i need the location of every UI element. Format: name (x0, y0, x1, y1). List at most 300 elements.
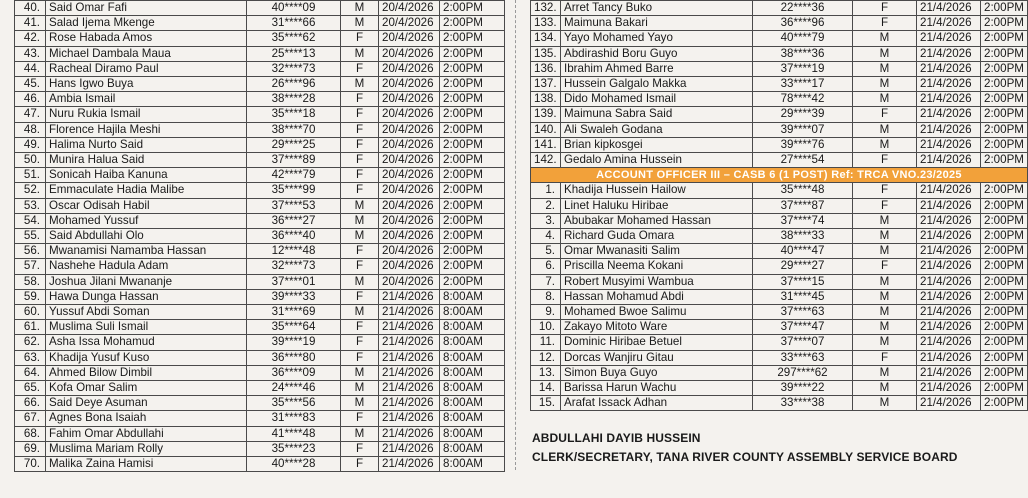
interview-time: 2:00PM (981, 335, 1028, 350)
table-row (15, 198, 505, 213)
interview-time: 2:00PM (981, 137, 1028, 152)
gender: M (853, 396, 917, 411)
id-number: 37****87 (753, 198, 853, 213)
interview-date: 20/4/2026 (379, 183, 440, 198)
id-number: 35****23 (247, 441, 341, 456)
id-number: 35****56 (247, 396, 341, 411)
candidate-name: Rose Habada Amos (46, 31, 247, 46)
interview-time: 2:00PM (440, 77, 505, 92)
candidate-name: Said Omar Fafi (46, 1, 247, 16)
interview-date: 21/4/2026 (917, 107, 981, 122)
table-row (531, 335, 1028, 350)
interview-time: 2:00PM (440, 122, 505, 137)
row-number: 50. (15, 153, 46, 168)
candidate-name: Nashehe Hadula Adam (46, 259, 247, 274)
row-number: 15. (531, 396, 561, 411)
interview-date: 21/4/2026 (379, 426, 440, 441)
table-row (15, 168, 505, 183)
interview-time: 2:00PM (981, 274, 1028, 289)
row-number: 13. (531, 365, 561, 380)
candidate-name: Richard Guda Omara (561, 229, 753, 244)
interview-time: 2:00PM (981, 46, 1028, 61)
candidate-name: Abdirashid Boru Guyo (561, 46, 753, 61)
table-row (531, 305, 1028, 320)
id-number: 37****53 (247, 198, 341, 213)
row-number: 54. (15, 213, 46, 228)
table-row (531, 289, 1028, 304)
row-number: 42. (15, 31, 46, 46)
interview-date: 21/4/2026 (917, 289, 981, 304)
row-number: 139. (531, 107, 561, 122)
table-row (15, 92, 505, 107)
interview-date: 21/4/2026 (917, 274, 981, 289)
gender: M (853, 335, 917, 350)
gender: F (853, 153, 917, 168)
table-row (15, 213, 505, 228)
id-number: 39****19 (247, 335, 341, 350)
left-table-body (15, 1, 505, 472)
left-candidates-table (14, 0, 505, 472)
interview-time: 8:00AM (440, 441, 505, 456)
row-number: 132. (531, 1, 561, 16)
table-row (15, 16, 505, 31)
candidate-name: Priscilla Neema Kokani (561, 259, 753, 274)
table-row (15, 259, 505, 274)
gender: F (341, 350, 379, 365)
section-title: ACCOUNT OFFICER III – CASB 6 (1 POST) Ref: TRCA VNO.23/2025 (531, 168, 1028, 183)
interview-date: 21/4/2026 (917, 244, 981, 259)
table-row (531, 31, 1028, 46)
table-row (15, 107, 505, 122)
interview-time: 2:00PM (981, 381, 1028, 396)
table-row (531, 122, 1028, 137)
interview-date: 20/4/2026 (379, 259, 440, 274)
interview-date: 20/4/2026 (379, 198, 440, 213)
gender: F (341, 107, 379, 122)
row-number: 142. (531, 153, 561, 168)
row-number: 8. (531, 289, 561, 304)
table-row (531, 320, 1028, 335)
gender: M (853, 320, 917, 335)
gender: F (341, 183, 379, 198)
interview-date: 20/4/2026 (379, 16, 440, 31)
table-row (531, 244, 1028, 259)
candidate-name: Kofa Omar Salim (46, 381, 247, 396)
gender: M (341, 365, 379, 380)
interview-date: 21/4/2026 (917, 229, 981, 244)
candidate-name: Oscar Odisah Habil (46, 198, 247, 213)
id-number: 31****83 (247, 411, 341, 426)
table-row (15, 153, 505, 168)
candidate-name: Fahim Omar Abdullahi (46, 426, 247, 441)
interview-time: 2:00PM (981, 320, 1028, 335)
id-number: 33****38 (753, 396, 853, 411)
interview-date: 20/4/2026 (379, 61, 440, 76)
gender: M (853, 31, 917, 46)
row-number: 14. (531, 381, 561, 396)
gender: M (341, 16, 379, 31)
gender: F (853, 259, 917, 274)
interview-time: 2:00PM (981, 153, 1028, 168)
table-row (15, 335, 505, 350)
id-number: 35****99 (247, 183, 341, 198)
id-number: 38****33 (753, 229, 853, 244)
id-number: 38****28 (247, 92, 341, 107)
interview-time: 2:00PM (440, 153, 505, 168)
table-row (531, 229, 1028, 244)
candidate-name: Arret Tancy Buko (561, 1, 753, 16)
interview-date: 21/4/2026 (917, 153, 981, 168)
table-row (15, 1, 505, 16)
candidate-name: Gedalo Amina Hussein (561, 153, 753, 168)
row-number: 12. (531, 350, 561, 365)
row-number: 2. (531, 198, 561, 213)
interview-time: 2:00PM (981, 350, 1028, 365)
row-number: 46. (15, 92, 46, 107)
id-number: 25****13 (247, 46, 341, 61)
row-number: 64. (15, 365, 46, 380)
row-number: 48. (15, 122, 46, 137)
id-number: 78****42 (753, 92, 853, 107)
interview-time: 8:00AM (440, 365, 505, 380)
candidate-name: Sonicah Haiba Kanuna (46, 168, 247, 183)
candidate-name: Agnes Bona Isaiah (46, 411, 247, 426)
table-row (15, 381, 505, 396)
candidate-name: Omar Mwanasiti Salim (561, 244, 753, 259)
interview-date: 21/4/2026 (917, 335, 981, 350)
row-number: 52. (15, 183, 46, 198)
gender: M (853, 61, 917, 76)
interview-time: 2:00PM (440, 137, 505, 152)
interview-time: 2:00PM (440, 92, 505, 107)
candidate-name: Maimuna Sabra Said (561, 107, 753, 122)
id-number: 35****62 (247, 31, 341, 46)
row-number: 10. (531, 320, 561, 335)
id-number: 35****18 (247, 107, 341, 122)
table-row (531, 92, 1028, 107)
interview-date: 21/4/2026 (917, 77, 981, 92)
interview-time: 2:00PM (981, 92, 1028, 107)
table-row (15, 77, 505, 92)
interview-date: 20/4/2026 (379, 77, 440, 92)
table-row (15, 122, 505, 137)
interview-time: 2:00PM (981, 61, 1028, 76)
interview-date: 20/4/2026 (379, 1, 440, 16)
candidate-name: Said Deye Asuman (46, 396, 247, 411)
gender: F (341, 92, 379, 107)
row-number: 53. (15, 198, 46, 213)
interview-date: 21/4/2026 (917, 183, 981, 198)
interview-time: 8:00AM (440, 335, 505, 350)
row-number: 68. (15, 426, 46, 441)
interview-date: 20/4/2026 (379, 122, 440, 137)
candidate-name: Malika Zaina Hamisi (46, 457, 247, 472)
id-number: 36****96 (753, 16, 853, 31)
candidate-name: Joshua Jilani Mwananje (46, 274, 247, 289)
candidate-name: Barissa Harun Wachu (561, 381, 753, 396)
candidate-name: Halima Nurto Said (46, 137, 247, 152)
interview-time: 2:00PM (440, 244, 505, 259)
interview-date: 21/4/2026 (917, 92, 981, 107)
interview-time: 8:00AM (440, 396, 505, 411)
interview-date: 21/4/2026 (917, 122, 981, 137)
gender: F (341, 168, 379, 183)
id-number: 36****27 (247, 213, 341, 228)
id-number: 37****19 (753, 61, 853, 76)
candidate-name: Ahmed Bilow Dimbil (46, 365, 247, 380)
interview-date: 21/4/2026 (379, 305, 440, 320)
row-number: 136. (531, 61, 561, 76)
id-number: 39****07 (753, 122, 853, 137)
row-number: 59. (15, 289, 46, 304)
candidate-name: Ibrahim Ahmed Barre (561, 61, 753, 76)
row-number: 60. (15, 305, 46, 320)
gender: M (341, 1, 379, 16)
table-row (15, 61, 505, 76)
row-number: 137. (531, 77, 561, 92)
candidate-name: Emmaculate Hadia Malibe (46, 183, 247, 198)
candidate-name: Maimuna Bakari (561, 16, 753, 31)
id-number: 29****25 (247, 137, 341, 152)
table-row (531, 153, 1028, 168)
table-row (531, 396, 1028, 411)
gender: M (341, 77, 379, 92)
id-number: 40****28 (247, 457, 341, 472)
id-number: 35****48 (753, 183, 853, 198)
interview-date: 21/4/2026 (917, 61, 981, 76)
candidate-name: Nuru Rukia Ismail (46, 107, 247, 122)
candidate-name: Mwanamisi Namamba Hassan (46, 244, 247, 259)
table-row (531, 183, 1028, 198)
row-number: 41. (15, 16, 46, 31)
interview-date: 21/4/2026 (379, 441, 440, 456)
row-number: 65. (15, 381, 46, 396)
id-number: 40****47 (753, 244, 853, 259)
interview-time: 8:00AM (440, 350, 505, 365)
interview-time: 8:00AM (440, 411, 505, 426)
table-row (15, 31, 505, 46)
interview-time: 2:00PM (981, 259, 1028, 274)
interview-time: 8:00AM (440, 426, 505, 441)
candidate-name: Muslima Mariam Rolly (46, 441, 247, 456)
gender: M (853, 77, 917, 92)
table-row (15, 411, 505, 426)
id-number: 31****45 (753, 289, 853, 304)
table-row (15, 46, 505, 61)
gender: M (341, 426, 379, 441)
row-number: 3. (531, 213, 561, 228)
interview-time: 2:00PM (440, 107, 505, 122)
signatory-title: CLERK/SECRETARY, TANA RIVER COUNTY ASSEMBLY SERVICE BOARD (532, 450, 958, 464)
id-number: 42****79 (247, 168, 341, 183)
interview-date: 21/4/2026 (379, 289, 440, 304)
interview-time: 2:00PM (981, 396, 1028, 411)
id-number: 31****69 (247, 305, 341, 320)
interview-date: 21/4/2026 (379, 396, 440, 411)
gender: M (853, 274, 917, 289)
signatory-name: ABDULLAHI DAYIB HUSSEIN (532, 431, 701, 445)
interview-time: 2:00PM (440, 259, 505, 274)
interview-time: 2:00PM (440, 46, 505, 61)
interview-date: 21/4/2026 (917, 396, 981, 411)
row-number: 51. (15, 168, 46, 183)
interview-time: 2:00PM (981, 122, 1028, 137)
gender: F (341, 122, 379, 137)
interview-date: 21/4/2026 (379, 335, 440, 350)
row-number: 141. (531, 137, 561, 152)
row-number: 1. (531, 183, 561, 198)
table-row (531, 137, 1028, 152)
row-number: 134. (531, 31, 561, 46)
interview-time: 2:00PM (440, 61, 505, 76)
candidate-name: Simon Buya Guyo (561, 365, 753, 380)
gender: M (853, 305, 917, 320)
table-row (15, 137, 505, 152)
gender: M (853, 92, 917, 107)
row-number: 6. (531, 259, 561, 274)
id-number: 41****48 (247, 426, 341, 441)
id-number: 37****07 (753, 335, 853, 350)
gender: M (341, 396, 379, 411)
candidate-name: Michael Dambala Maua (46, 46, 247, 61)
interview-time: 8:00AM (440, 289, 505, 304)
gender: F (341, 31, 379, 46)
gender: M (341, 213, 379, 228)
candidate-name: Racheal Diramo Paul (46, 61, 247, 76)
interview-date: 20/4/2026 (379, 137, 440, 152)
id-number: 297****62 (753, 365, 853, 380)
gender: F (341, 61, 379, 76)
candidate-name: Ali Swaleh Godana (561, 122, 753, 137)
interview-time: 8:00AM (440, 457, 505, 472)
id-number: 22****36 (753, 1, 853, 16)
candidate-name: Yussuf Abdi Soman (46, 305, 247, 320)
interview-date: 21/4/2026 (917, 365, 981, 380)
interview-time: 2:00PM (981, 289, 1028, 304)
interview-date: 21/4/2026 (379, 350, 440, 365)
id-number: 29****27 (753, 259, 853, 274)
id-number: 40****09 (247, 1, 341, 16)
row-number: 140. (531, 122, 561, 137)
gender: M (341, 46, 379, 61)
id-number: 39****33 (247, 289, 341, 304)
row-number: 58. (15, 274, 46, 289)
table-row (15, 365, 505, 380)
candidate-name: Hussein Galgalo Makka (561, 77, 753, 92)
table-row (531, 274, 1028, 289)
candidate-name: Mohamed Yussuf (46, 213, 247, 228)
interview-date: 21/4/2026 (917, 213, 981, 228)
candidate-name: Linet Haluku Hiribae (561, 198, 753, 213)
interview-date: 20/4/2026 (379, 31, 440, 46)
candidate-name: Mohamed Bwoe Salimu (561, 305, 753, 320)
gender: M (853, 365, 917, 380)
id-number: 26****96 (247, 77, 341, 92)
section-header-row (531, 168, 1028, 183)
gender: F (853, 16, 917, 31)
interview-time: 2:00PM (981, 198, 1028, 213)
row-number: 4. (531, 229, 561, 244)
gender: M (853, 122, 917, 137)
id-number: 32****73 (247, 259, 341, 274)
gender: F (853, 1, 917, 16)
interview-time: 2:00PM (981, 365, 1028, 380)
candidate-name: Dominic Hiribae Betuel (561, 335, 753, 350)
gender: F (853, 198, 917, 213)
candidate-name: Munira Halua Said (46, 153, 247, 168)
interview-date: 21/4/2026 (917, 16, 981, 31)
interview-time: 2:00PM (440, 213, 505, 228)
id-number: 38****36 (753, 46, 853, 61)
interview-time: 8:00AM (440, 381, 505, 396)
interview-date: 21/4/2026 (917, 137, 981, 152)
id-number: 12****48 (247, 244, 341, 259)
gender: M (341, 198, 379, 213)
row-number: 49. (15, 137, 46, 152)
candidate-name: Brian kipkosgei (561, 137, 753, 152)
id-number: 39****76 (753, 137, 853, 152)
row-number: 61. (15, 320, 46, 335)
interview-date: 21/4/2026 (379, 320, 440, 335)
interview-date: 20/4/2026 (379, 92, 440, 107)
id-number: 35****64 (247, 320, 341, 335)
interview-time: 2:00PM (440, 229, 505, 244)
candidate-name: Dido Mohamed Ismail (561, 92, 753, 107)
gender: M (341, 274, 379, 289)
interview-date: 21/4/2026 (379, 365, 440, 380)
interview-time: 2:00PM (981, 107, 1028, 122)
interview-time: 2:00PM (440, 274, 505, 289)
table-row (531, 350, 1028, 365)
gender: M (853, 381, 917, 396)
candidate-name: Hawa Dunga Hassan (46, 289, 247, 304)
row-number: 66. (15, 396, 46, 411)
candidate-name: Dorcas Wanjiru Gitau (561, 350, 753, 365)
interview-time: 2:00PM (981, 213, 1028, 228)
id-number: 37****63 (753, 305, 853, 320)
interview-date: 21/4/2026 (917, 320, 981, 335)
id-number: 37****15 (753, 274, 853, 289)
id-number: 40****79 (753, 31, 853, 46)
id-number: 37****47 (753, 320, 853, 335)
id-number: 33****63 (753, 350, 853, 365)
table-row (15, 244, 505, 259)
id-number: 33****17 (753, 77, 853, 92)
table-row (15, 350, 505, 365)
row-number: 62. (15, 335, 46, 350)
row-number: 40. (15, 1, 46, 16)
interview-time: 2:00PM (440, 31, 505, 46)
interview-date: 21/4/2026 (917, 1, 981, 16)
interview-time: 2:00PM (440, 198, 505, 213)
gender: M (853, 213, 917, 228)
interview-date: 21/4/2026 (917, 350, 981, 365)
interview-time: 2:00PM (440, 183, 505, 198)
table-row (15, 274, 505, 289)
table-row (15, 396, 505, 411)
row-number: 70. (15, 457, 46, 472)
candidate-name: Muslima Suli Ismail (46, 320, 247, 335)
id-number: 24****46 (247, 381, 341, 396)
interview-date: 21/4/2026 (917, 259, 981, 274)
id-number: 39****22 (753, 381, 853, 396)
gender: F (341, 411, 379, 426)
gender: F (341, 457, 379, 472)
gender: M (341, 305, 379, 320)
id-number: 31****66 (247, 16, 341, 31)
table-row (15, 320, 505, 335)
table-row (531, 365, 1028, 380)
